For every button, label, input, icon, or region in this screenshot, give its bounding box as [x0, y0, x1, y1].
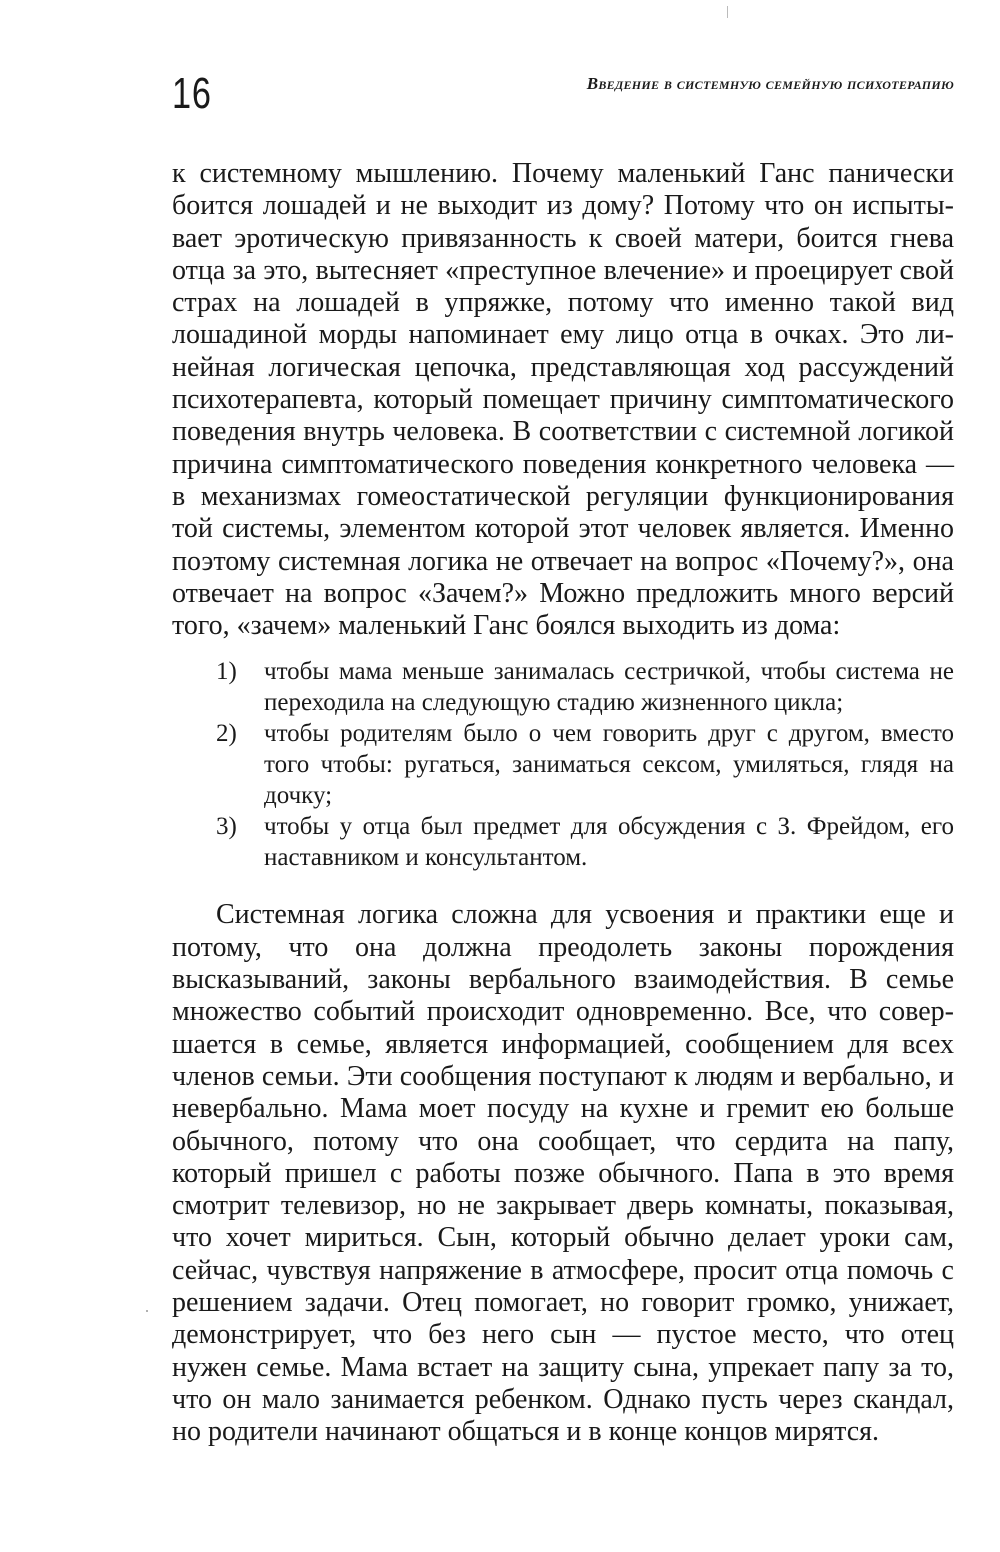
list-text: чтобы родителям было о чем говорить друг с другом, вместо того чтобы: ругаться, заниматься сексом, умиляться, глядя на дочку; [264, 720, 954, 810]
list-item [216, 811, 954, 873]
paragraph-1: к системному мышлению. Почему маленький Ганс панически боится лошадей и не выходит из дому? Потому что он испытывает эротическую привязанность к своей матери, боится гнева отца за это, вытесняет «преступное влечение» и проецирует свой страх на лошадей в упряжке, потому что именно такой вид лошадиной морды напоминает ему лицо отца в очках. Это линейная логическая цепочка, представляющая ход рассуждений психотерапевта, который помещает причину симптоматического поведения внутрь человека. В соответствии с системной логикой причина симптоматического поведения конкретного человека — в механизмах гомеостатической регуляции функционирования той системы, элементом которой этот человек является. Именно поэтому системная логика не отвечает на вопрос «Почему?», она отвечает на вопрос «Зачем?» Можно предложить много версий того, «зачем» маленький Ганс боялся выходить из дома: [172, 158, 954, 642]
list-item [216, 656, 954, 718]
list-number: 2) [216, 720, 237, 748]
scan-mark [727, 6, 728, 18]
reasons-list [172, 656, 954, 873]
running-title: Введение в системную семейную психотерапию [586, 74, 954, 93]
list-text: чтобы у отца был предмет для обсуждения с З. Фрейдом, его наставником и консультантом. [264, 813, 954, 872]
list-text: чтобы мама меньше занималась сестричкой, чтобы система не переходила на следующую стадию жизненного цикла; [264, 658, 954, 717]
page-body [172, 158, 954, 1449]
list-number: 1) [216, 658, 237, 686]
list-item [216, 718, 954, 811]
page-number: 16 [172, 69, 212, 118]
scan-speck [146, 1310, 148, 1312]
list-number: 3) [216, 813, 237, 841]
page-header [172, 64, 954, 124]
paragraph-2: Системная логика сложна для усвоения и практики еще и потому, что она должна преодолеть законы порождения высказываний, законы вербального взаимодействия. В семье множество событий происходит одновременно. Все, что совершается в семье, является информацией, сообщением для всех членов семьи. Эти сообщения поступают к людям и вербально, и невербально. Мама моет посуду на кухне и гремит ею больше обычного, потому что она сообщает, что сердита на папу, который пришел с работы позже обычного. Папа в это время смотрит телевизор, но не закрывает дверь комнаты, показывая, что хочет мириться. Сын, который обычно делает уроки сам, сейчас, чувствуя напряжение в атмосфере, просит отца помочь с решением задачи. Отец помогает, но говорит громко, унижает, демонстрирует, что без него сын — пустое место, что отец нужен семье. Мама встает на защиту сына, упрекает папу за то, что он мало занимается ребенком. Однако пусть через скандал, но родители начинают общаться и в конце концов мирятся. [172, 899, 954, 1448]
